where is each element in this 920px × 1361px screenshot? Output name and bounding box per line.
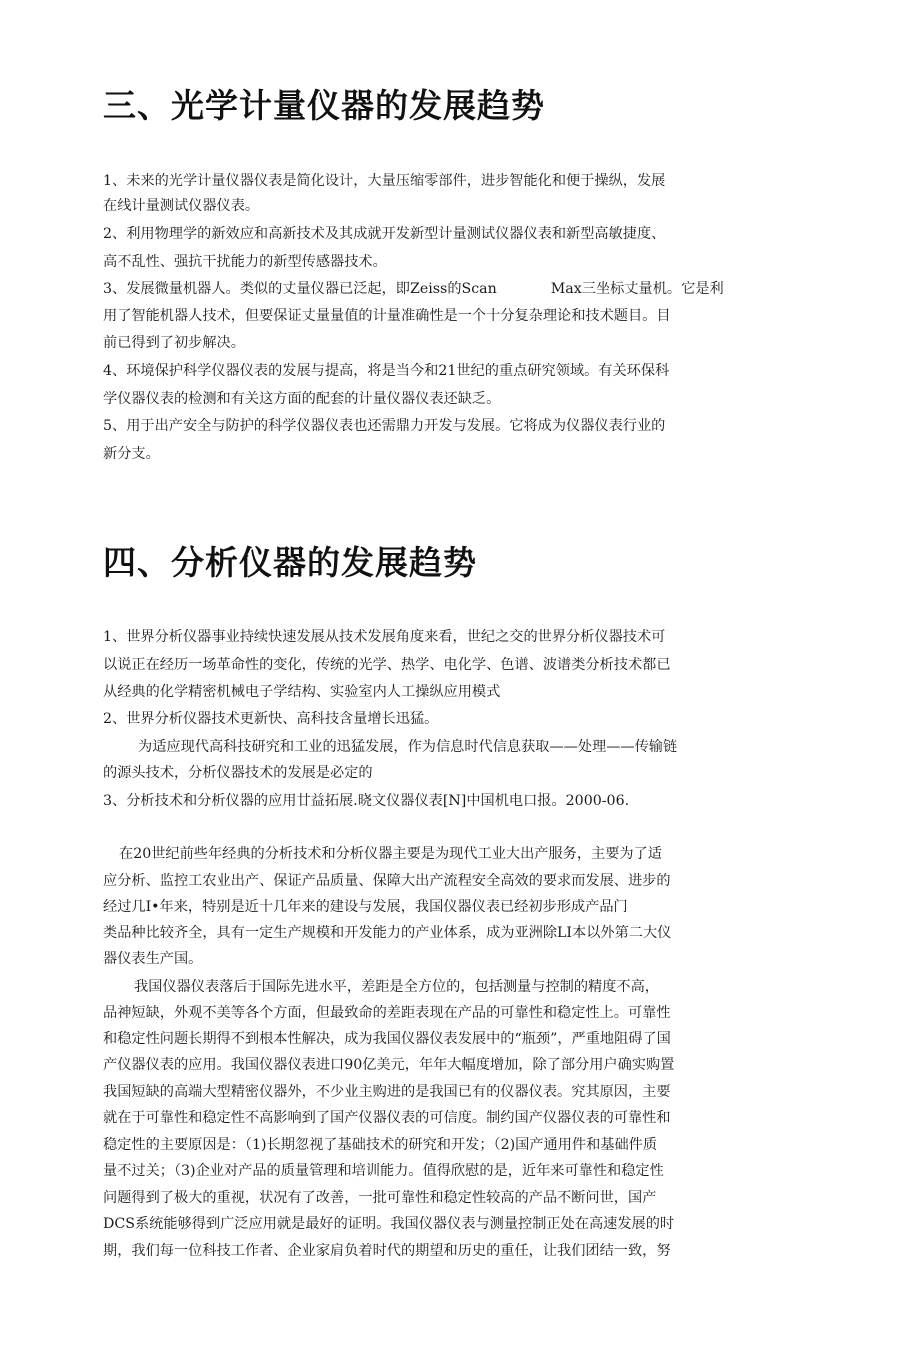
text-line: 在线计量测试仪器仪表。 [103,198,260,214]
text-line [103,278,724,300]
text-line: 量不过关；（3)企业对产品的质量管理和培训能力。值得欣慰的是，近年来可靠性和稳定性 [103,1163,664,1179]
text-line: 我国短缺的高端大型精密仪器外，不少业主购进的是我国已有的仪器仪表。究其原因，主要 [103,1084,671,1100]
text-line: 我国仪器仪表落后于国际先进水平，差距是全方位的，包括测量与控制的精度不高， [134,979,659,995]
text-line: 品神短缺，外观不美等各个方面，但最致命的差距表现在产品的可靠性和稳定性上。可靠性 [103,1005,671,1021]
text-line: 新分支。 [103,446,160,462]
text-line: 2、世界分析仪器技术更新快、高科技含量增长迅猛。 [103,711,439,727]
text-line: 问题得到了极大的重视，状况有了改善，一批可靠性和稳定性较高的产品不断问世，国产 [103,1190,657,1206]
text-line: 从经典的化学精密机械电子学结构、实验室内人工操纵应用模式 [103,684,501,700]
text-line: 经过几I•年来，特别是近十几年来的建设与发展，我国仪器仪表已经初步形成产品门 [103,899,628,915]
text-line: 4、环境保护科学仪器仪表的发展与提高，将是当今和21世纪的重点研究领域。有关环保科 [103,363,670,379]
text-line: 和稳定性问题长期得不到根本性解决，成为我国仪器仪表发展中的“瓶颈”，严重地阻碍了国 [103,1031,671,1047]
text-line: 类品种比较齐全，具有一定生产规模和开发能力的产业体系，成为亚洲除LI本以外第二大仪 [103,925,672,941]
text-line: 5、用于出产安全与防护的科学仪器仪表也还需鼎力开发与发展。它将成为仪器仪表行业的 [103,418,666,434]
text-line: 器仪表生产国。 [103,951,203,967]
text-line: 以说正在经历一场革命性的变化，传统的光学、热学、电化学、色谱、波谱类分析技术都已 [103,657,671,673]
text-line: 学仪器仪表的检测和有关这方面的配套的计量仪器仪表还缺乏。 [103,391,501,407]
text-line: 的源头技术，分析仪器技术的发展是必定的 [103,765,373,781]
section-4-heading: 四、分析仪器的发展趋势 [103,543,477,582]
text-line: 1、未来的光学计量仪器仪表是简化设计，大量压缩零部件，进步智能化和便于操纵，发展 [103,173,666,189]
text-line: 就在于可靠性和稳定性不高影响到了国产仪器仪表的可信度。制约国产仪器仪表的可靠性和 [103,1110,671,1126]
section-3-heading: 三、光学计量仪器的发展趋势 [103,86,545,125]
text-fragment: 3、发展微量机器人。类似的丈量仪器已泛起，即Zeiss的Scan [103,281,497,297]
text-line: 高不乱性、强抗干扰能力的新型传感器技术。 [103,254,387,270]
text-line: 期，我们每一位科技工作者、企业家肩负着时代的期望和历史的重任，让我们团结一致，努 [103,1243,671,1259]
text-line: DCS系统能够得到广泛应用就是最好的证明。我国仪器仪表与测量控制正处在高速发展的时 [103,1216,675,1232]
text-line: 1、世界分析仪器事业持续快速发展从技术发展角度来看，世纪之交的世界分析仪器技术可 [103,629,666,645]
text-line: 在20世纪前些年经典的分析技术和分析仪器主要是为现代工业大出产服务，主要为了适 [119,846,662,862]
text-line: 稳定性的主要原因是：（1)长期忽视了基础技术的研究和开发；（2)国产通用件和基础件质 [103,1137,658,1153]
text-line: 用了智能机器人技术，但要保证丈量量值的计量准确性是一个十分复杂理论和技术题目。目 [103,308,671,324]
text-line: 2、利用物理学的新效应和高新技术及其成就开发新型计量测试仪器仪表和新型高敏捷度、 [103,226,666,242]
text-line: 应分析、监控工农业出产、保证产品质量、保障大出产流程安全高效的要求而发展、进步的 [103,873,671,889]
text-line: 3、分析技术和分析仪器的应用廿益拓展.晓文仪器仪表[N]中国机电口报。2000-06. [103,793,630,809]
text-line: 为适应现代高科技研究和工业的迅猛发展，作为信息时代信息获取——处理——传输链 [138,739,678,755]
text-fragment: Max三坐标丈量机。它是利 [550,281,724,297]
text-line: 产仪器仪表的应用。我国仪器仪表进口90亿美元，年年大幅度增加，除了部分用户确实购置 [103,1057,675,1073]
text-line: 前已得到了初步解决。 [103,335,245,351]
